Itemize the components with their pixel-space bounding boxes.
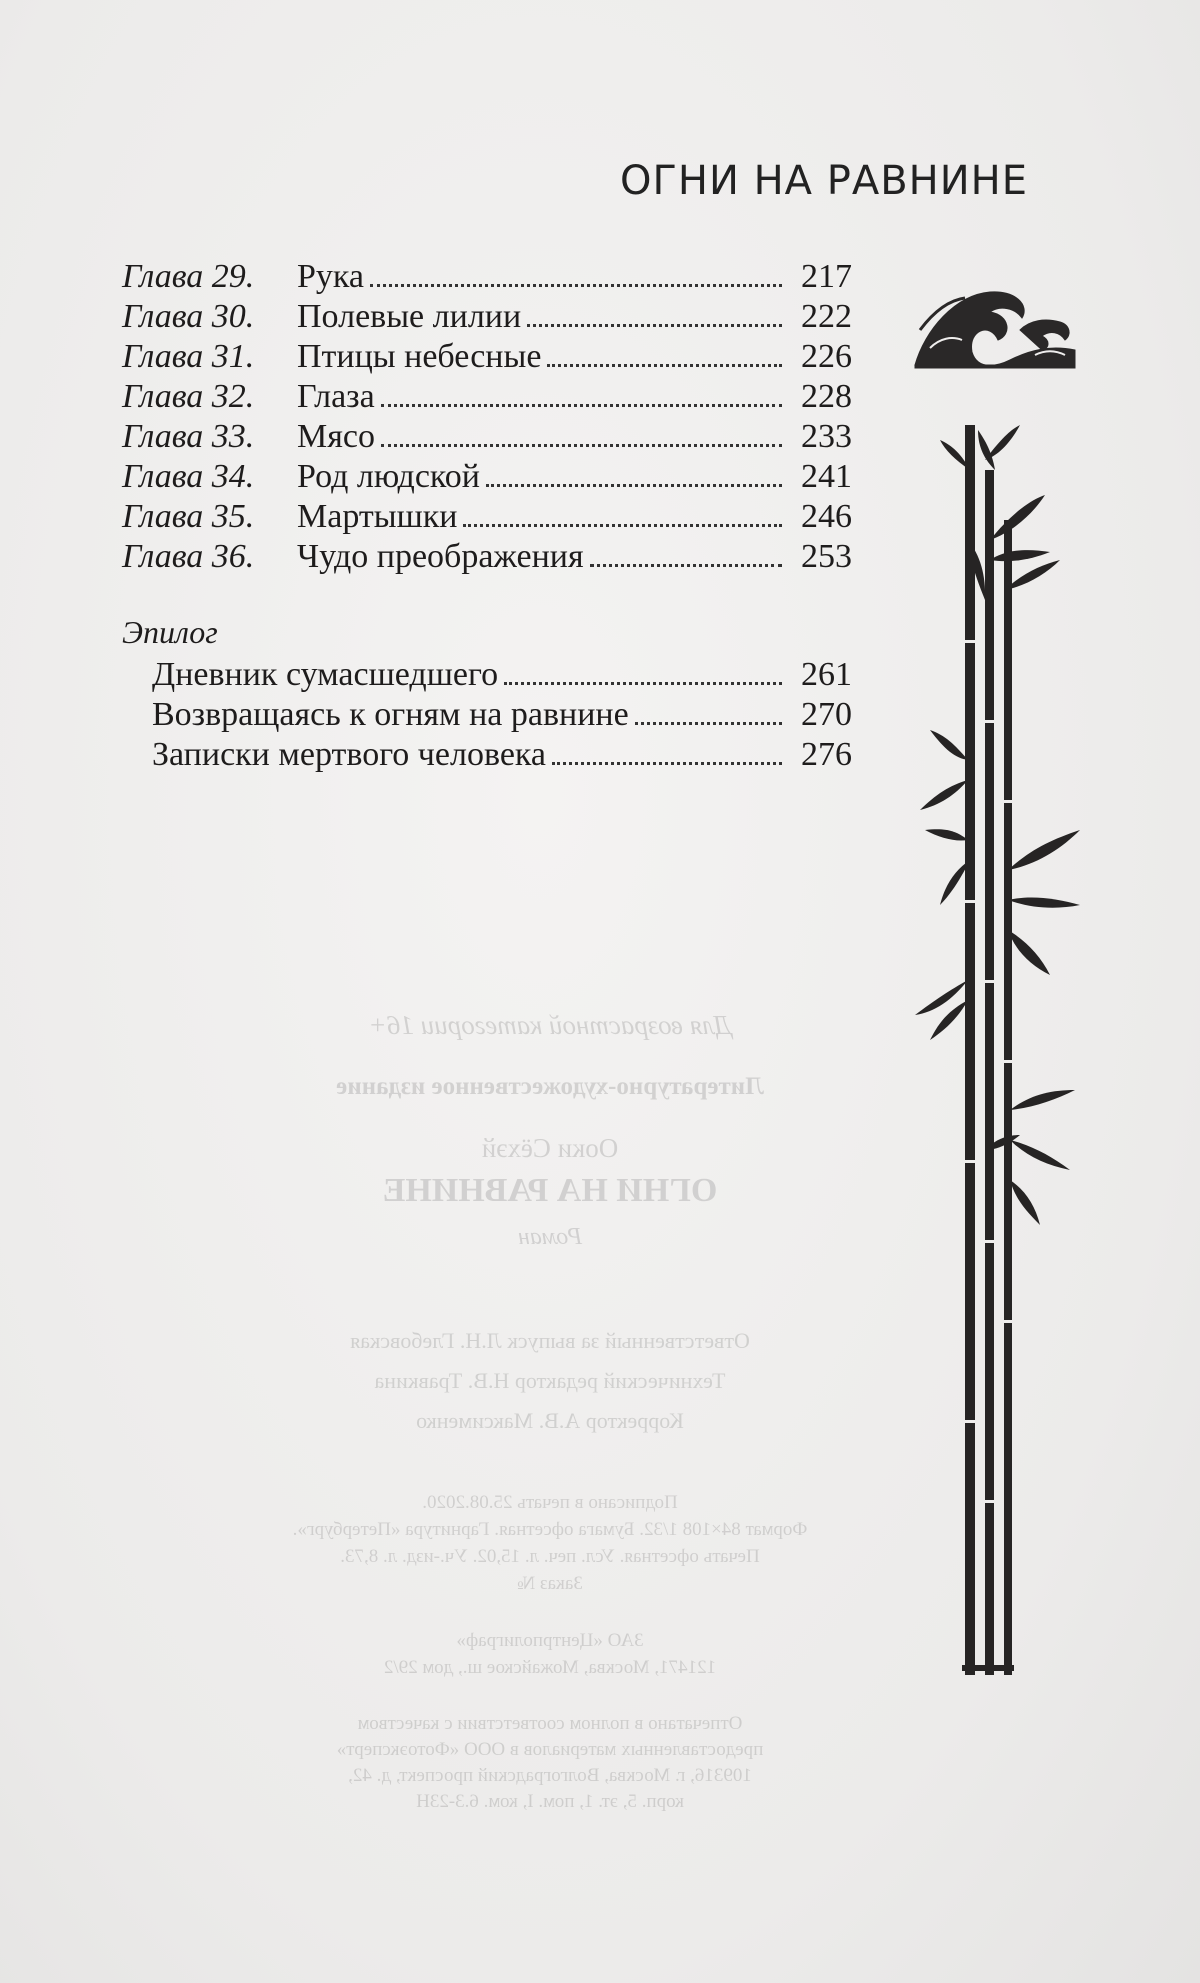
page-number: 246 (801, 498, 852, 535)
ghost-credit: Ответственный за выпуск Л.Н. Глебовская (350, 1328, 750, 1353)
chapter-title: Полевые лилии (297, 298, 522, 335)
ghost-print-info: Печать офсетная. Усл. печ. л. 15,02. Уч.-изд. л. 8,73. (340, 1546, 760, 1567)
ghost-printer: предоставленных материалов в ООО «Фотоэксперт» (336, 1739, 764, 1760)
page-number: 261 (801, 656, 852, 693)
epilog-title: Записки мертвого человека (152, 736, 547, 773)
chapter-title: Рука (297, 258, 365, 295)
ghost-title: ОГНИ НА РАВНИНЕ (382, 1172, 718, 1209)
ghost-print-info: Заказ № (517, 1573, 583, 1594)
chapter-number: Глава 32. (122, 378, 255, 415)
age-rating: Для возрастной категории 16+ (368, 1010, 732, 1040)
chapter-number: Глава 30. (122, 298, 255, 335)
running-head: ОГНИ НА РАВНИНЕ (620, 158, 1029, 204)
page-number: 222 (801, 298, 852, 335)
ghost-printer: Отпечатано в полном соответствии с качеством (357, 1713, 743, 1734)
chapter-title: Глаза (297, 378, 375, 415)
chapter-number: Глава 33. (122, 418, 255, 455)
chapter-title: Птицы небесные (297, 338, 542, 375)
page-number: 233 (801, 418, 852, 455)
chapter-title: Род людской (297, 458, 480, 495)
chapter-title: Мясо (297, 418, 375, 455)
page-number: 253 (801, 538, 852, 575)
bamboo-stalks (962, 425, 1014, 1675)
ghost-credit: Технический редактор Н.В. Травкина (374, 1368, 726, 1393)
bamboo-leaves (915, 425, 1080, 1225)
page-number: 241 (801, 458, 852, 495)
ghost-publisher: ЗАО «Центрполиграф» (456, 1630, 644, 1651)
page-number: 228 (801, 378, 852, 415)
epilog-title: Возвращаясь к огням на равнине (152, 696, 629, 733)
chapter-number: Глава 29. (122, 258, 255, 295)
ghost-print-info: Формат 84×108 1/32. Бумага офсетная. Гарнитура «Петербург». (292, 1519, 808, 1540)
ghost-genre: Роман (517, 1224, 583, 1250)
epilog-title: Дневник сумасшедшего (152, 656, 499, 693)
ghost-printer: 109316, г. Москва, Волгоградский проспект, д. 42, (348, 1765, 752, 1786)
ghost-publisher: 121471, Москва, Можайское ш., дом 29/2 (383, 1657, 717, 1678)
chapter-number: Глава 35. (122, 498, 255, 535)
chapter-title: Чудо преображения (297, 538, 584, 575)
chapter-title: Мартышки (297, 498, 458, 535)
ghost-author: Ооки Сёхэй (481, 1133, 619, 1163)
chapter-number: Глава 31. (122, 338, 255, 375)
page-number: 270 (801, 696, 852, 733)
ghost-print-info: Подписано в печать 25.08.2020. (422, 1492, 678, 1513)
edition-type: Литературно-художественное издание (336, 1073, 764, 1100)
page-number: 226 (801, 338, 852, 375)
epilog-heading: Эпилог (122, 614, 218, 650)
ghost-printer: корп. 5, эт. 1, пом. I, ком. 6.3-23Н (416, 1791, 684, 1812)
wave-icon (915, 292, 1075, 368)
chapter-number: Глава 34. (122, 458, 255, 495)
ghost-credit: Корректор А.В. Максименко (416, 1408, 684, 1433)
page-number: 276 (801, 736, 852, 773)
chapter-number: Глава 36. (122, 538, 255, 575)
page-number: 217 (801, 258, 852, 295)
